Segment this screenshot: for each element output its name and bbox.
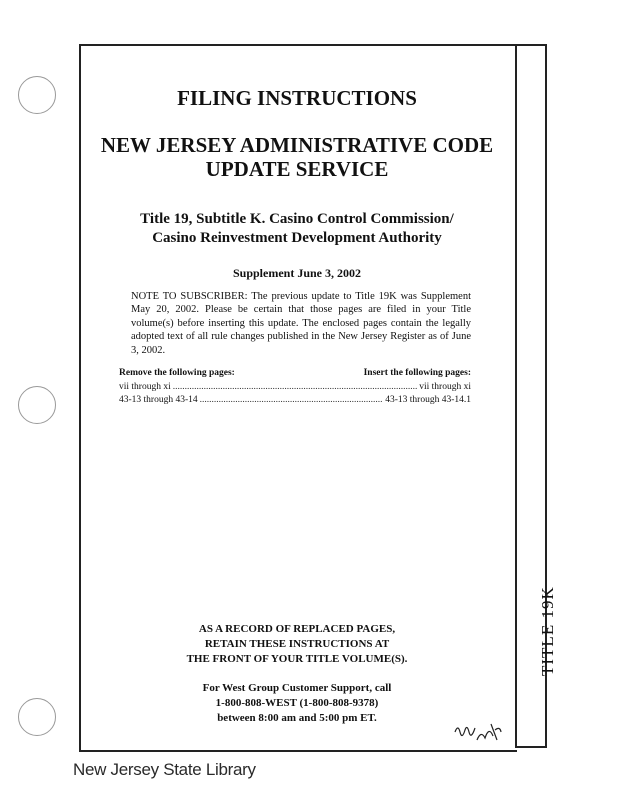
binder-hole-middle (18, 386, 56, 424)
record-line-3: THE FRONT OF YOUR TITLE VOLUME(S). (186, 653, 408, 665)
subscriber-note (119, 290, 471, 357)
record-line-1: AS A RECORD OF REPLACED PAGES, (198, 623, 396, 635)
tab-label: TITLE 19K (538, 586, 557, 676)
record-line-2: RETAIN THESE INSTRUCTIONS AT (204, 638, 390, 650)
customer-support (82, 681, 512, 726)
handwritten-initials (453, 718, 503, 746)
leader-dots (173, 381, 418, 394)
service-heading (82, 133, 512, 181)
table-row (119, 394, 471, 407)
remove-header: Remove the following pages: (119, 368, 235, 378)
pages-table-header (119, 368, 471, 378)
remove-pages: vii through xi (119, 382, 171, 392)
remove-pages: 43-13 through 43-14 (119, 395, 198, 405)
binder-hole-top (18, 76, 56, 114)
service-line-1: NEW JERSEY ADMINISTRATIVE CODE (100, 133, 494, 157)
support-line-2: 1-800-808-WEST (1-800-808-9378) (215, 697, 379, 709)
subtitle-heading (82, 210, 512, 248)
note-text: NOTE TO SUBSCRIBER: The previous update to Title 19K was Supplement May 20, 2002. Please be certain that those pages are filed in your Title volume(s) before inserting this update. The enclosed pages contain the legally adopted text of all rule changes published in the New Jersey Register as of June 3, 2002. (131, 291, 471, 356)
record-instructions (82, 622, 512, 667)
library-stamp: New Jersey State Library (73, 760, 256, 779)
supplement-date: Supplement June 3, 2002 (232, 266, 362, 280)
pages-table (119, 368, 471, 407)
insert-pages: 43-13 through 43-14.1 (385, 395, 471, 405)
service-line-2: UPDATE SERVICE (205, 157, 389, 181)
subtitle-line-1: Title 19, Subtitle K. Casino Control Commission/ (140, 211, 454, 227)
support-line-1: For West Group Customer Support, call (202, 682, 392, 694)
binder-hole-bottom (18, 698, 56, 736)
insert-header: Insert the following pages: (363, 368, 471, 378)
support-line-3: between 8:00 am and 5:00 pm ET. (217, 712, 377, 724)
leader-dots (200, 394, 384, 407)
subtitle-line-2: Casino Reinvestment Development Authority (152, 230, 442, 246)
insert-pages: vii through xi (419, 382, 471, 392)
table-row (119, 381, 471, 394)
page-title: FILING INSTRUCTIONS (177, 86, 417, 110)
